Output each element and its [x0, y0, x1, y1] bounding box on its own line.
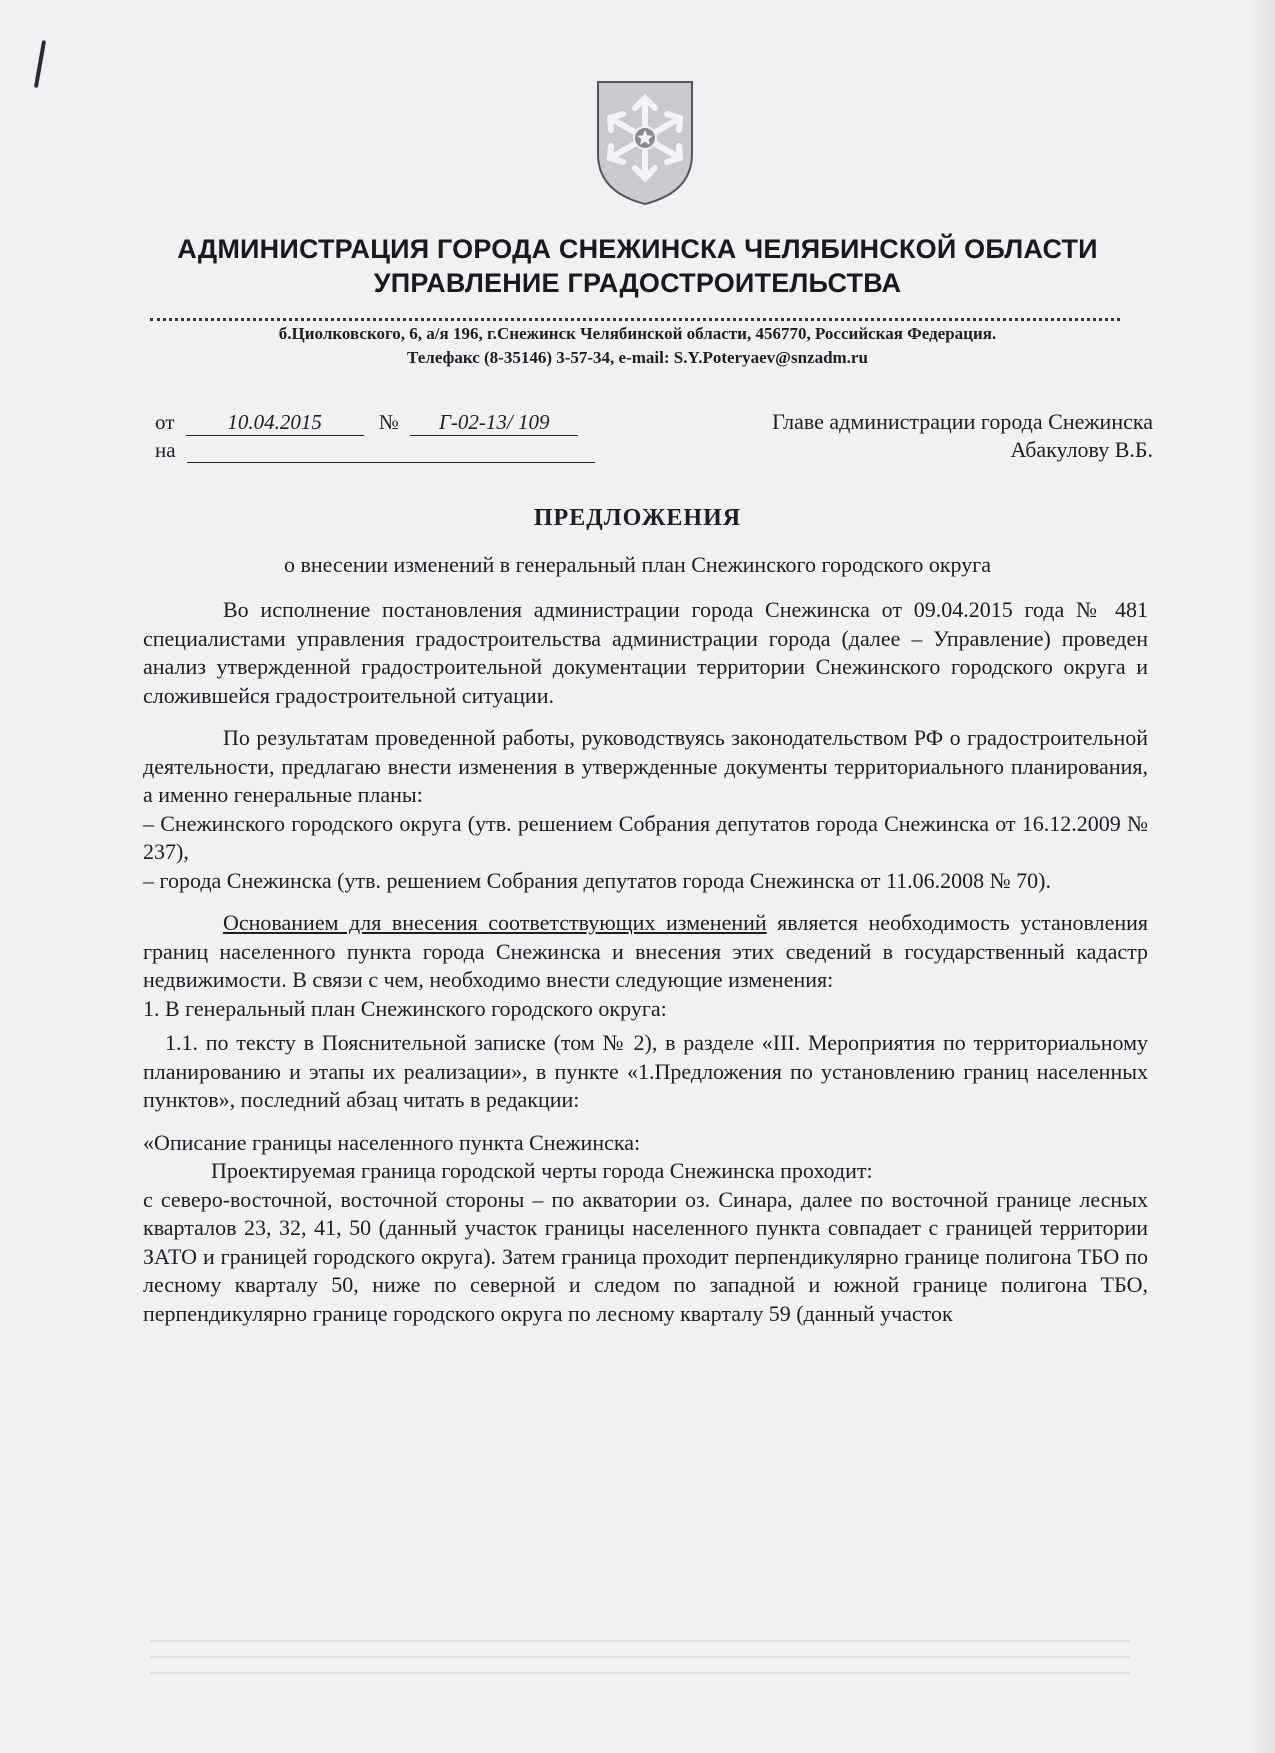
recipient-block — [772, 408, 1153, 464]
paragraph-3 — [143, 909, 1148, 995]
recipient-name: Абакулову В.Б. — [1010, 437, 1153, 462]
quote-title: «Описание границы населенного пункта Снежинска: — [143, 1129, 641, 1155]
org-address: б.Циолковского, 6, а/я 196, г.Снежинск Челябинской области, 456770, Российская Федерация. — [278, 324, 997, 343]
list-item-2: – города Снежинска (утв. решением Собрания депутатов города Снежинска от 11.06.2008 № 70). — [143, 867, 1051, 893]
numbered-item-1-1: 1.1. по тексту в Пояснительной записке (том № 2), в разделе «III. Мероприятия по территориальному планированию и этапы их реализации», в пункте «1.Предложения по установлению границ населенных пунктов», последний абзац читать в редакции: — [143, 1030, 1148, 1112]
org-contacts: Телефакс (8-35146) 3-57-34, e-mail: S.Y.Poteryaev@snzadm.ru — [407, 348, 868, 367]
number-label: № — [378, 410, 399, 434]
on-label: на — [155, 438, 176, 462]
list-item-1: – Снежинского городского округа (утв. решением Собрания депутатов города Снежинска от 16.12.2009 № 237), — [143, 810, 1148, 864]
snowflake-emblem-icon — [590, 76, 700, 208]
reply-to-row — [155, 438, 595, 463]
document-body — [143, 596, 1148, 1328]
paragraph-3-underlined: Основанием для внесения соответствующих изменений — [223, 910, 767, 935]
paragraph-2: По результатам проведенной работы, руководствуясь законодательством РФ о градостроительной деятельности, предлагаю внести изменения в утвержденные документы территориального планирования, а именно генеральные планы: — [143, 725, 1148, 807]
quote-text: с северо-восточной, восточной стороны – по акватории оз. Синара, далее по восточной границе лесных кварталов 23, 32, 41, 50 (данный участок границы населенного пункта совпадает с границей территории ЗАТО и границей городского округа). Затем граница проходит перпендикулярно границе полигона ТБО по лесному кварталу 50, ниже по северной и следом по западной и южной границе полигона ТБО, перпендикулярно границе городского округа по лесному кварталу 59 (данный участок — [143, 1186, 1148, 1326]
header-divider — [150, 318, 1120, 321]
handwritten-pen-mark — [34, 40, 46, 88]
org-title-line2: УПРАВЛЕНИЕ ГРАДОСТРОИТЕЛЬСТВА — [373, 268, 902, 298]
org-title-line1: АДМИНИСТРАЦИЯ ГОРОДА СНЕЖИНСКА ЧЕЛЯБИНСКОЙ ОБЛАСТИ — [177, 234, 1098, 264]
bleed-through-footer — [150, 1640, 1130, 1688]
document-subtitle: о внесении изменений в генеральный план Снежинского городского округа — [283, 552, 992, 577]
document-title: ПРЕДЛОЖЕНИЯ — [533, 505, 742, 531]
paragraph-3-rest: является необходимость установления границ населенного пункта города Снежинска и внесения этих сведений в государственный кадастр недвижимости. В связи с чем, необходимо внести следующие изменения: — [143, 910, 1148, 992]
outgoing-date: 10.04.2015 — [186, 410, 364, 436]
outgoing-number: Г-02-13/ 109 — [410, 410, 578, 436]
quote-intro: Проектируемая граница городской черты города Снежинска проходит: — [211, 1158, 873, 1183]
outgoing-date-row — [155, 410, 578, 436]
recipient-position: Главе администрации города Снежинска — [772, 409, 1153, 434]
from-label: от — [155, 410, 175, 434]
paragraph-1: Во исполнение постановления администрации города Снежинска от 09.04.2015 года № 481 специалистами управления градостроительства администрации города (далее – Управление) проведен анализ утвержденной градостроительной документации территории Снежинского городского округа и сложившейся градостроительной ситуации. — [143, 597, 1148, 708]
reply-to-field — [187, 438, 595, 463]
numbered-item-1: 1. В генеральный план Снежинского городского округа: — [143, 995, 667, 1021]
